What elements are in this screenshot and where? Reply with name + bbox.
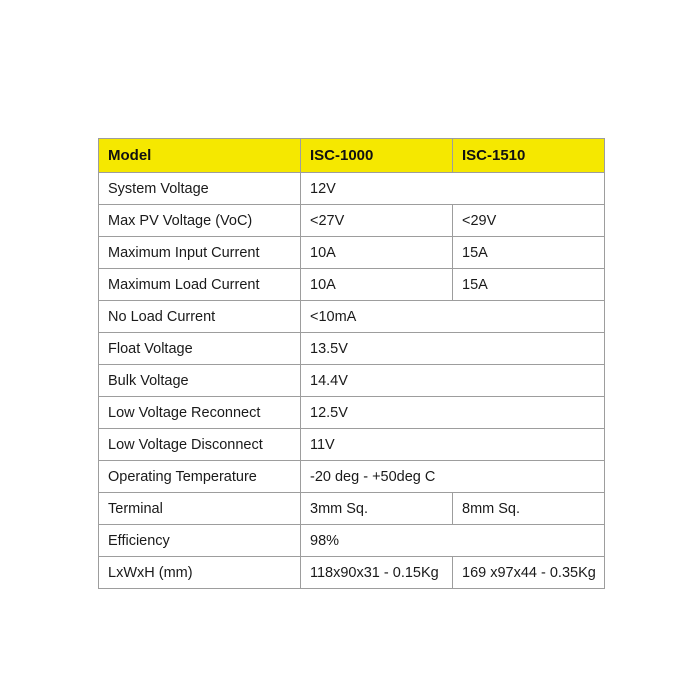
row-label: LxWxH (mm) <box>99 557 301 589</box>
row-value-both: 11V <box>301 429 605 461</box>
table-row <box>99 205 605 237</box>
table-row <box>99 493 605 525</box>
table-header-row <box>99 139 605 173</box>
table-row <box>99 333 605 365</box>
table-row <box>99 525 605 557</box>
row-value-isc-1000: 10A <box>301 269 453 301</box>
row-value-isc-1510: 8mm Sq. <box>453 493 605 525</box>
row-label: Low Voltage Reconnect <box>99 397 301 429</box>
row-value-isc-1000: 118x90x31 - 0.15Kg <box>301 557 453 589</box>
table-row <box>99 461 605 493</box>
row-value-isc-1000: 10A <box>301 237 453 269</box>
column-header-model: Model <box>99 139 301 173</box>
row-label: Efficiency <box>99 525 301 557</box>
row-value-isc-1510: 15A <box>453 269 605 301</box>
table-row <box>99 557 605 589</box>
table-row <box>99 365 605 397</box>
row-value-both: 98% <box>301 525 605 557</box>
table-row <box>99 397 605 429</box>
row-value-both: -20 deg - +50deg C <box>301 461 605 493</box>
table-header <box>99 139 605 173</box>
table-row <box>99 301 605 333</box>
table-row <box>99 237 605 269</box>
row-value-isc-1510: <29V <box>453 205 605 237</box>
row-value-isc-1510: 169 x97x44 - 0.35Kg <box>453 557 605 589</box>
row-label: No Load Current <box>99 301 301 333</box>
row-label: Bulk Voltage <box>99 365 301 397</box>
row-value-both: 13.5V <box>301 333 605 365</box>
row-value-both: 12V <box>301 173 605 205</box>
row-value-both: 14.4V <box>301 365 605 397</box>
row-value-isc-1000: <27V <box>301 205 453 237</box>
row-label: Terminal <box>99 493 301 525</box>
table-row <box>99 429 605 461</box>
row-value-isc-1510: 15A <box>453 237 605 269</box>
row-label: Float Voltage <box>99 333 301 365</box>
row-label: Maximum Input Current <box>99 237 301 269</box>
row-label: Maximum Load Current <box>99 269 301 301</box>
row-value-both: <10mA <box>301 301 605 333</box>
table-row <box>99 269 605 301</box>
table-body <box>99 173 605 589</box>
row-label: Operating Temperature <box>99 461 301 493</box>
row-value-both: 12.5V <box>301 397 605 429</box>
row-value-isc-1000: 3mm Sq. <box>301 493 453 525</box>
column-header-isc-1510: ISC-1510 <box>453 139 605 173</box>
column-header-isc-1000: ISC-1000 <box>301 139 453 173</box>
row-label: Max PV Voltage (VoC) <box>99 205 301 237</box>
row-label: System Voltage <box>99 173 301 205</box>
specification-table <box>98 138 605 589</box>
table-row <box>99 173 605 205</box>
row-label: Low Voltage Disconnect <box>99 429 301 461</box>
specification-table-container <box>98 138 604 589</box>
